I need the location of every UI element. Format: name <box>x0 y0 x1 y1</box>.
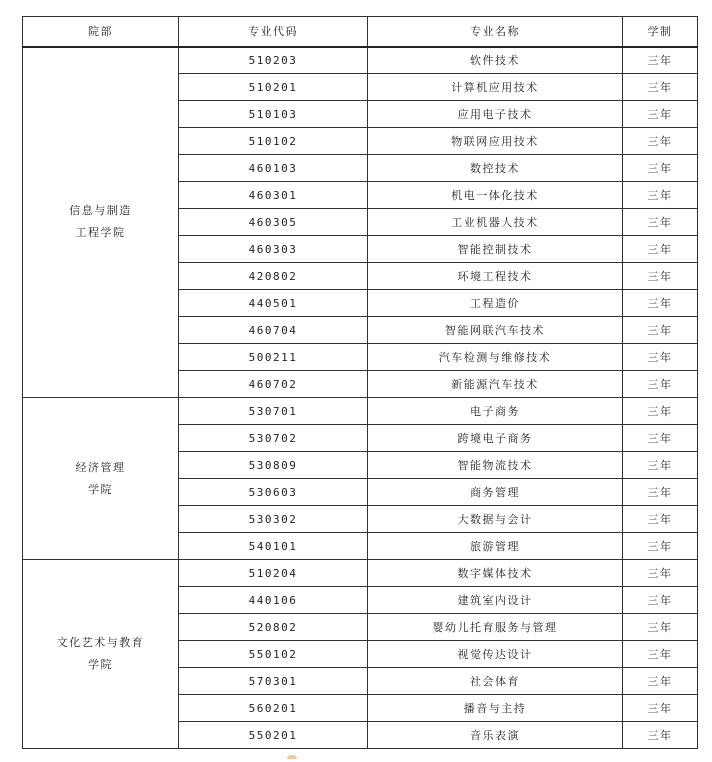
major-code-cell: 540101 <box>179 533 368 560</box>
major-code-cell: 530702 <box>179 425 368 452</box>
duration-cell: 三年 <box>623 182 698 209</box>
duration-cell: 三年 <box>623 47 698 74</box>
dept-name-line: 经济管理 <box>75 460 126 474</box>
page-edge-mark <box>287 755 297 759</box>
major-code-cell: 530302 <box>179 506 368 533</box>
duration-cell: 三年 <box>623 344 698 371</box>
major-name-cell: 电子商务 <box>368 398 623 425</box>
major-name-cell: 智能物流技术 <box>368 452 623 479</box>
header-dept: 院部 <box>23 17 179 47</box>
major-name-cell: 大数据与会计 <box>368 506 623 533</box>
table-row <box>23 47 698 74</box>
major-code-cell: 510103 <box>179 101 368 128</box>
major-code-cell: 440106 <box>179 587 368 614</box>
table-header <box>23 17 698 47</box>
dept-name-line: 工程学院 <box>75 226 126 240</box>
major-name-cell: 工程造价 <box>368 290 623 317</box>
duration-cell: 三年 <box>623 317 698 344</box>
major-code-cell: 460103 <box>179 155 368 182</box>
duration-cell: 三年 <box>623 371 698 398</box>
duration-cell: 三年 <box>623 668 698 695</box>
major-name-cell: 社会体育 <box>368 668 623 695</box>
duration-cell: 三年 <box>623 452 698 479</box>
major-code-cell: 460301 <box>179 182 368 209</box>
major-name-cell: 婴幼儿托育服务与管理 <box>368 614 623 641</box>
dept-cell <box>23 398 179 560</box>
major-code-cell: 460704 <box>179 317 368 344</box>
dept-name-line: 学院 <box>88 482 113 496</box>
major-name-cell: 计算机应用技术 <box>368 74 623 101</box>
duration-cell: 三年 <box>623 587 698 614</box>
dept-name-line: 文化艺术与教育 <box>56 636 145 649</box>
duration-cell: 三年 <box>623 398 698 425</box>
major-name-cell: 商务管理 <box>368 479 623 506</box>
major-code-cell: 510201 <box>179 74 368 101</box>
duration-cell: 三年 <box>623 722 698 749</box>
duration-cell: 三年 <box>623 425 698 452</box>
duration-cell: 三年 <box>623 695 698 722</box>
major-code-cell: 530701 <box>179 398 368 425</box>
duration-cell: 三年 <box>623 236 698 263</box>
table-body <box>23 47 698 749</box>
major-code-cell: 520802 <box>179 614 368 641</box>
header-row <box>23 17 698 47</box>
major-name-cell: 智能网联汽车技术 <box>368 317 623 344</box>
major-code-cell: 510204 <box>179 560 368 587</box>
major-name-cell: 跨境电子商务 <box>368 425 623 452</box>
major-name-cell: 汽车检测与维修技术 <box>368 344 623 371</box>
major-name-cell: 数控技术 <box>368 155 623 182</box>
duration-cell: 三年 <box>623 74 698 101</box>
header-duration: 学制 <box>623 17 698 47</box>
dept-cell <box>23 47 179 398</box>
major-name-cell: 建筑室内设计 <box>368 587 623 614</box>
majors-table <box>22 16 698 749</box>
major-code-cell: 570301 <box>179 668 368 695</box>
duration-cell: 三年 <box>623 506 698 533</box>
major-name-cell: 数字媒体技术 <box>368 560 623 587</box>
major-name-cell: 音乐表演 <box>368 722 623 749</box>
major-name-cell: 工业机器人技术 <box>368 209 623 236</box>
duration-cell: 三年 <box>623 290 698 317</box>
duration-cell: 三年 <box>623 155 698 182</box>
major-code-cell: 500211 <box>179 344 368 371</box>
major-code-cell: 550201 <box>179 722 368 749</box>
major-name-cell: 机电一体化技术 <box>368 182 623 209</box>
table-row <box>23 398 698 425</box>
dept-cell <box>23 560 179 749</box>
dept-name-line: 信息与制造 <box>69 204 132 218</box>
major-name-cell: 物联网应用技术 <box>368 128 623 155</box>
dept-name-line: 学院 <box>88 658 113 671</box>
duration-cell: 三年 <box>623 614 698 641</box>
major-name-cell: 新能源汽车技术 <box>368 371 623 398</box>
header-name: 专业名称 <box>368 17 623 47</box>
duration-cell: 三年 <box>623 641 698 668</box>
major-code-cell: 550102 <box>179 641 368 668</box>
header-code: 专业代码 <box>179 17 368 47</box>
major-name-cell: 视觉传达设计 <box>368 641 623 668</box>
major-code-cell: 560201 <box>179 695 368 722</box>
major-name-cell: 应用电子技术 <box>368 101 623 128</box>
major-name-cell: 智能控制技术 <box>368 236 623 263</box>
duration-cell: 三年 <box>623 560 698 587</box>
major-code-cell: 510203 <box>179 47 368 74</box>
duration-cell: 三年 <box>623 533 698 560</box>
major-name-cell: 软件技术 <box>368 47 623 74</box>
major-name-cell: 旅游管理 <box>368 533 623 560</box>
major-code-cell: 440501 <box>179 290 368 317</box>
major-code-cell: 460303 <box>179 236 368 263</box>
major-code-cell: 420802 <box>179 263 368 290</box>
major-code-cell: 530809 <box>179 452 368 479</box>
major-code-cell: 460702 <box>179 371 368 398</box>
duration-cell: 三年 <box>623 263 698 290</box>
duration-cell: 三年 <box>623 101 698 128</box>
major-code-cell: 530603 <box>179 479 368 506</box>
major-code-cell: 510102 <box>179 128 368 155</box>
major-name-cell: 播音与主持 <box>368 695 623 722</box>
major-code-cell: 460305 <box>179 209 368 236</box>
table-row <box>23 560 698 587</box>
major-name-cell: 环境工程技术 <box>368 263 623 290</box>
duration-cell: 三年 <box>623 479 698 506</box>
duration-cell: 三年 <box>623 209 698 236</box>
duration-cell: 三年 <box>623 128 698 155</box>
